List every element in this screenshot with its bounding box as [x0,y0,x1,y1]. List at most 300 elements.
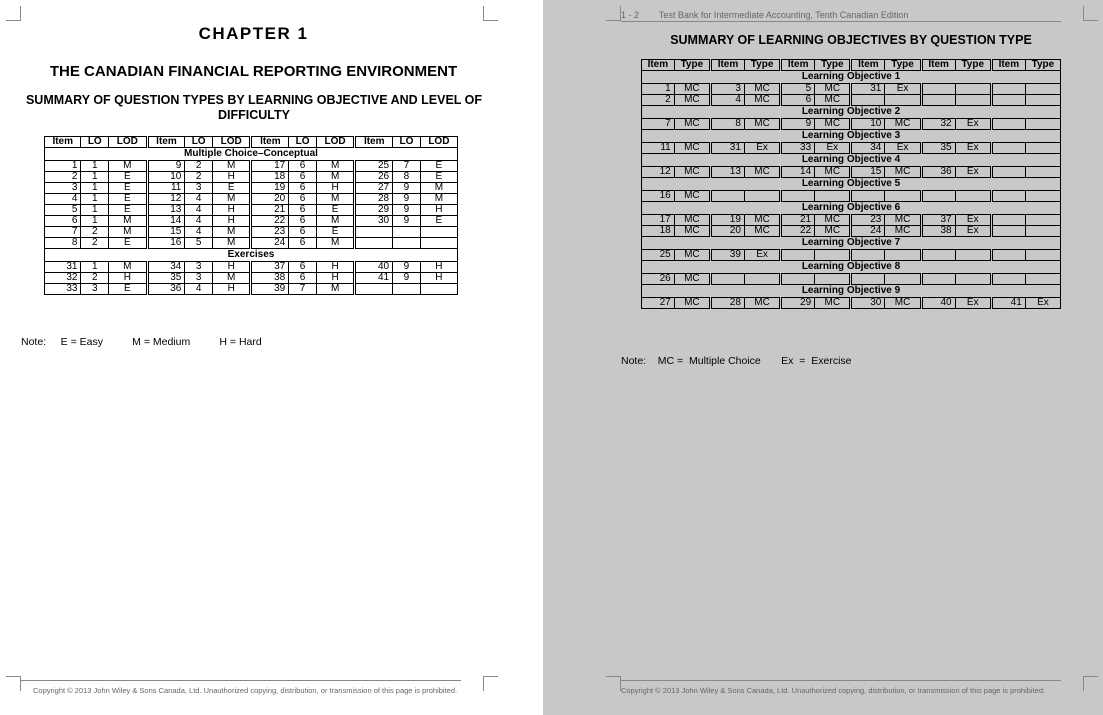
table-header-row [45,137,458,148]
table-row [45,227,458,238]
table-cell: Ex [744,143,780,154]
table-cell: 9 [781,119,815,130]
table-cell: MC [674,167,710,178]
table-cell: Ex [744,250,780,261]
table-cell [420,227,457,238]
crop-mark [6,676,21,691]
table-cell: 12 [147,194,185,205]
table-cell [991,191,1025,202]
table-cell: 24 [251,238,289,249]
table-cell: MC [674,191,710,202]
table-cell: H [316,273,355,284]
section-title: Learning Objective 5 [642,178,1061,191]
table-cell: MC [674,143,710,154]
table-cell: H [420,262,457,273]
table-cell: 37 [921,215,955,226]
table-cell: 2 [185,172,213,183]
column-header: Type [744,60,780,71]
table-cell: MC [815,119,851,130]
table-cell: MC [885,119,921,130]
table-cell: 9 [393,262,421,273]
table-cell [885,95,921,106]
table-cell: 23 [851,215,885,226]
table-cell: Ex [955,215,991,226]
table-cell: 20 [251,194,289,205]
table-cell [955,250,991,261]
table-cell: H [420,273,457,284]
table-cell: 6 [289,205,317,216]
table-cell: 6 [289,227,317,238]
table-cell: 17 [251,161,289,172]
table-cell: 9 [393,205,421,216]
table-cell: MC [744,95,780,106]
table-cell [955,191,991,202]
table-row [642,274,1061,285]
page-subtitle: SUMMARY OF QUESTION TYPES BY LEARNING OBJECTIVE AND LEVEL OF DIFFICULTY [25,93,483,122]
table-cell [921,95,955,106]
table-cell [851,191,885,202]
table-cell: 18 [642,226,675,237]
column-header: Item [45,137,81,148]
table-cell: M [212,161,251,172]
table-row [642,95,1061,106]
column-header: LO [393,137,421,148]
table-cell: 4 [185,205,213,216]
table-cell [955,84,991,95]
column-header: LOD [212,137,251,148]
table-cell: MC [674,84,710,95]
table-cell: M [316,172,355,183]
table-cell: Ex [955,226,991,237]
table-cell: MC [674,250,710,261]
table-row [45,205,458,216]
table-cell: H [109,273,148,284]
table-row [642,250,1061,261]
table-cell: E [316,205,355,216]
table-cell: 10 [851,119,885,130]
table-cell: 7 [45,227,81,238]
table-cell: M [212,273,251,284]
crop-mark [606,676,621,691]
footer-rule [621,680,1061,681]
table-cell [991,226,1025,237]
table-cell: 36 [147,284,185,295]
table-cell: 9 [393,194,421,205]
copyright-footer: Copyright © 2013 John Wiley & Sons Canada, Ltd. Unauthorized copying, distribution, or transmission of this page is prohibited. [33,686,458,695]
table-cell: E [109,238,148,249]
table-cell [393,227,421,238]
question-types-table [44,136,458,295]
table-cell [355,227,393,238]
table-cell: M [316,216,355,227]
table-cell: E [109,284,148,295]
table-cell: 8 [45,238,81,249]
table-cell: 4 [711,95,745,106]
table-cell: 27 [355,183,393,194]
table-cell: MC [674,298,710,309]
table-cell: 1 [81,194,109,205]
table-cell: 1 [81,216,109,227]
table-cell: 6 [781,95,815,106]
table-cell [1025,191,1060,202]
table-cell: 35 [147,273,185,284]
table-cell [991,119,1025,130]
table-cell [851,250,885,261]
table-cell: 16 [147,238,185,249]
table-cell: 8 [393,172,421,183]
table-cell: Ex [955,143,991,154]
table-cell: 4 [185,194,213,205]
table-cell [1025,143,1060,154]
table-cell: MC [815,226,851,237]
section-title-row [642,285,1061,298]
table-cell: 3 [81,284,109,295]
table-cell: 28 [711,298,745,309]
table-cell: 33 [45,284,81,295]
table-cell: 1 [81,161,109,172]
table-cell: 15 [147,227,185,238]
column-header: LOD [420,137,457,148]
table-cell: M [420,183,457,194]
table-cell: 25 [355,161,393,172]
table-cell: E [212,183,251,194]
table-cell [991,215,1025,226]
table-cell: 3 [185,183,213,194]
table-row [642,143,1061,154]
table-row [45,194,458,205]
table-cell: MC [744,298,780,309]
table-cell [711,274,745,285]
table-cell: 19 [251,183,289,194]
table-cell: MC [674,274,710,285]
table-cell [711,191,745,202]
table-cell: 6 [289,273,317,284]
table-cell: 6 [289,238,317,249]
table-cell [355,284,393,295]
section-title: Learning Objective 6 [642,202,1061,215]
table-cell: MC [744,84,780,95]
table-cell: 5 [185,238,213,249]
table-cell: H [212,216,251,227]
column-header: Item [781,60,815,71]
table-cell: E [109,183,148,194]
table-cell: 41 [991,298,1025,309]
column-header: Item [147,137,185,148]
section-title-row [642,261,1061,274]
table-body [45,148,458,295]
section-title: Learning Objective 9 [642,285,1061,298]
crop-mark [483,676,498,691]
table-cell: 33 [781,143,815,154]
table-cell: 39 [251,284,289,295]
table-cell [991,274,1025,285]
table-cell [1025,119,1060,130]
table-cell: 21 [251,205,289,216]
table-cell [1025,274,1060,285]
table-cell: 32 [45,273,81,284]
table-cell: 13 [147,205,185,216]
table-cell: 2 [81,273,109,284]
section-title: Learning Objective 2 [642,106,1061,119]
table-cell: 3 [711,84,745,95]
table-cell [393,284,421,295]
section-title-row [642,130,1061,143]
table-cell [781,191,815,202]
column-header: Type [885,60,921,71]
section-title-row [45,148,458,161]
table-cell: MC [815,298,851,309]
table-cell: M [420,194,457,205]
table-cell: MC [885,167,921,178]
table-cell: E [109,205,148,216]
table-cell: 1 [81,183,109,194]
table-cell: 40 [355,262,393,273]
table-cell: 4 [185,227,213,238]
table-cell: 40 [921,298,955,309]
crop-mark [6,6,21,21]
table-cell: 27 [642,298,675,309]
column-header: Type [815,60,851,71]
table-cell: 2 [81,227,109,238]
table-cell [991,167,1025,178]
table-cell [851,274,885,285]
table-cell: MC [885,298,921,309]
table-cell [420,238,457,249]
table-cell: M [212,227,251,238]
table-cell: 19 [711,215,745,226]
table-cell: 6 [289,161,317,172]
footer-rule [21,680,461,681]
table-cell [921,274,955,285]
table-cell: MC [744,226,780,237]
table-cell: 31 [45,262,81,273]
table-row [45,238,458,249]
table-cell: 6 [45,216,81,227]
table-cell: 28 [355,194,393,205]
table-cell: 36 [921,167,955,178]
table-cell [991,250,1025,261]
table-cell: MC [744,215,780,226]
table-cell [1025,250,1060,261]
table-cell [393,238,421,249]
table-cell [815,191,851,202]
section-title: Learning Objective 7 [642,237,1061,250]
section-title: Exercises [45,249,458,262]
table-cell: 22 [251,216,289,227]
section-title: Multiple Choice–Conceptual [45,148,458,161]
column-header: Item [851,60,885,71]
column-header: Item [251,137,289,148]
section-title: Learning Objective 1 [642,71,1061,84]
table-cell: 3 [45,183,81,194]
crop-mark [1083,6,1098,21]
table-row [45,172,458,183]
table-cell: 13 [711,167,745,178]
table-cell: E [109,194,148,205]
table-cell: 3 [185,273,213,284]
table-cell: 18 [251,172,289,183]
table-cell: Ex [885,143,921,154]
section-title-row [642,71,1061,84]
table-cell: 29 [355,205,393,216]
table-cell: MC [674,226,710,237]
table-cell: 9 [393,273,421,284]
table-cell: MC [815,215,851,226]
table-cell: Ex [955,119,991,130]
table-cell: M [316,194,355,205]
table-cell [921,84,955,95]
table-cell: 5 [45,205,81,216]
table-row [45,161,458,172]
column-header: Item [355,137,393,148]
table-cell: MC [885,215,921,226]
table-cell: 7 [289,284,317,295]
table-row [642,167,1061,178]
table-cell: Ex [1025,298,1060,309]
column-header: Type [955,60,991,71]
table-cell: 3 [185,262,213,273]
table-cell: M [109,227,148,238]
running-header: 1 - 2 Test Bank for Intermediate Accounting, Tenth Canadian Edition [621,10,909,20]
table-row [45,284,458,295]
table-cell: 11 [642,143,675,154]
table-cell: 6 [289,216,317,227]
table-cell: M [212,238,251,249]
table-cell: E [420,216,457,227]
table-cell: 37 [251,262,289,273]
column-header: LOD [109,137,148,148]
table-cell: 16 [642,191,675,202]
table-row [642,84,1061,95]
table-cell: 1 [81,172,109,183]
table-cell: H [212,172,251,183]
column-header: Item [642,60,675,71]
table-cell [885,274,921,285]
table-cell [1025,84,1060,95]
table-cell [885,191,921,202]
table-cell: H [212,205,251,216]
table-cell: M [109,262,148,273]
table-cell: 14 [147,216,185,227]
table-row [45,262,458,273]
table-cell [815,250,851,261]
table-cell: 24 [851,226,885,237]
difficulty-note: Note: E = Easy M = Medium H = Hard [21,336,262,348]
table-cell: H [212,262,251,273]
table-cell: 34 [851,143,885,154]
table-row [642,215,1061,226]
table-cell [991,95,1025,106]
table-body [642,71,1061,309]
crop-mark [606,6,621,21]
header-rule [621,21,1061,22]
table-cell: 1 [642,84,675,95]
table-cell: 21 [781,215,815,226]
table-cell [1025,226,1060,237]
table-cell: 2 [642,95,675,106]
table-cell: 6 [289,183,317,194]
table-cell: 29 [781,298,815,309]
learning-objectives-table [641,59,1061,309]
table-cell: M [316,161,355,172]
table-cell: 4 [185,216,213,227]
column-header: Item [991,60,1025,71]
table-cell: 35 [921,143,955,154]
column-header: LOD [316,137,355,148]
table-cell: 2 [185,161,213,172]
table-row [642,298,1061,309]
table-row [642,191,1061,202]
table-cell: 9 [147,161,185,172]
table-row [45,273,458,284]
section-title: Learning Objective 4 [642,154,1061,167]
table-cell: 6 [289,262,317,273]
table-cell [851,95,885,106]
section-title-row [45,249,458,262]
section-title-row [642,154,1061,167]
table-cell: Ex [815,143,851,154]
section-title-row [642,237,1061,250]
table-cell: M [316,238,355,249]
table-cell: 22 [781,226,815,237]
table-cell: 34 [147,262,185,273]
table-cell: MC [815,167,851,178]
table-cell: 14 [781,167,815,178]
table-cell: H [212,284,251,295]
table-cell: 4 [45,194,81,205]
copyright-footer: Copyright © 2013 John Wiley & Sons Canada, Ltd. Unauthorized copying, distribution, or transmission of this page is prohibited. [621,686,1046,695]
table-cell [815,274,851,285]
page-title: SUMMARY OF LEARNING OBJECTIVES BY QUESTION TYPE [670,33,1032,47]
table-cell [744,191,780,202]
table-cell: 38 [251,273,289,284]
table-cell [781,274,815,285]
table-cell: 5 [781,84,815,95]
table-cell: 30 [355,216,393,227]
table-cell: 2 [45,172,81,183]
table-cell: MC [674,215,710,226]
table-cell: MC [815,84,851,95]
table-cell: 1 [81,205,109,216]
table-cell [885,250,921,261]
table-cell: E [109,172,148,183]
table-cell: Ex [885,84,921,95]
section-title-row [642,106,1061,119]
type-note: Note: MC = Multiple Choice Ex = Exercise [621,355,852,367]
table-cell [921,250,955,261]
table-cell [991,84,1025,95]
table-cell: 20 [711,226,745,237]
section-title-row [642,178,1061,191]
table-cell: 23 [251,227,289,238]
table-cell [744,274,780,285]
column-header: Type [674,60,710,71]
table-cell: 7 [393,161,421,172]
crop-mark [1083,676,1098,691]
table-cell [1025,215,1060,226]
left-page [0,0,543,715]
table-cell [1025,95,1060,106]
table-cell: 15 [851,167,885,178]
table-cell: 17 [642,215,675,226]
table-cell: 8 [711,119,745,130]
table-cell [955,274,991,285]
table-cell [355,238,393,249]
table-cell: 11 [147,183,185,194]
column-header: LO [289,137,317,148]
table-cell [781,250,815,261]
section-title: Learning Objective 8 [642,261,1061,274]
